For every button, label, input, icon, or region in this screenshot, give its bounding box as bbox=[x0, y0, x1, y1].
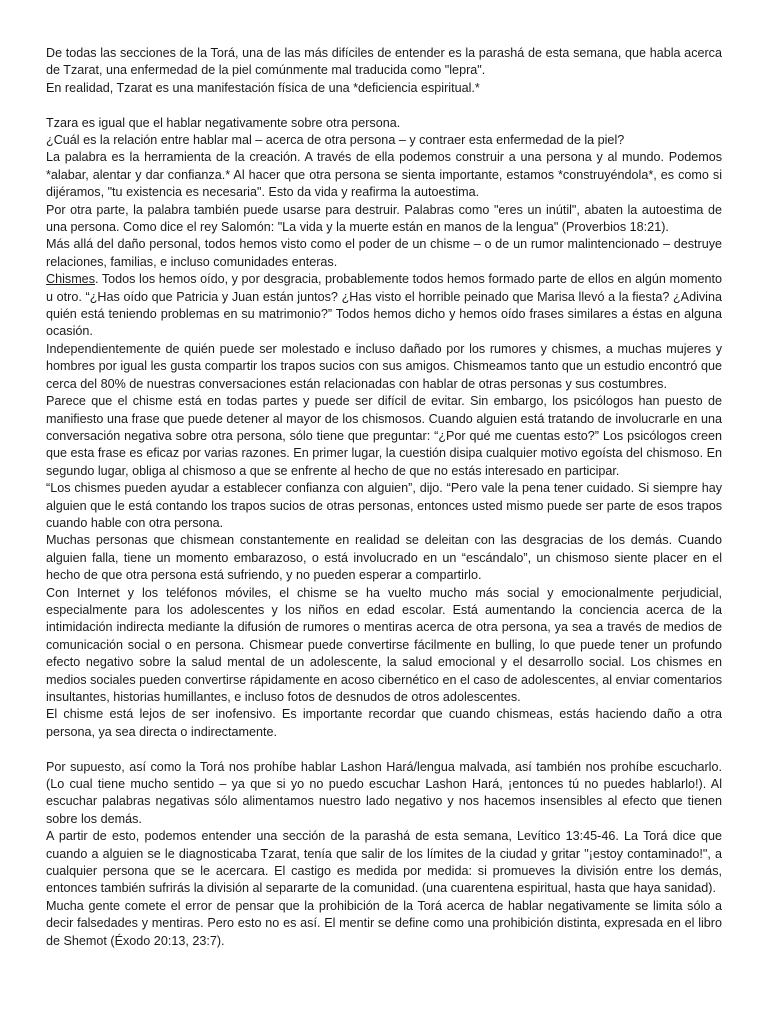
paragraph-tzara-equivalence: Tzara es igual que el hablar negativamente sobre otra persona. bbox=[46, 115, 401, 130]
paragraph-psychologists: Parece que el chisme está en todas partes y puede ser difícil de evitar. Sin embargo, los psicólogos han puesto de manifiesto una frase que puede detener al mayor de los chismosos. Cuando alguien está tratando de involucrarle en una conversación negativa sobre otra persona, sólo tiene que preguntar: “¿Por qué me cuentas esto?” Los psicólogos creen que esta frase es eficaz por varias razones. En primer lugar, la cuestión disipa cualquier motivo egoísta del chismoso. En segundo lugar, obliga al chismoso a que se enfrente al hecho de que no estás interesado en participar. bbox=[46, 394, 722, 478]
paragraph-word-creation: La palabra es la herramienta de la creación. A través de ella podemos construir a una persona y al mundo. Podemos *alabar, alentar y dar confianza.* Al hacer que otra persona se sienta importante, estamos *construyéndola*, es como si dijéramos, "tu existencia es necesaria". Esto da vida y reafirma la autoestima. bbox=[46, 150, 722, 200]
paragraph-misfortunes: Muchas personas que chismean constantemente en realidad se deleitan con las desgracias de los demás. Cuando alguien falla, tiene un momento embarazoso, o está involucrado en un “escándalo”, un chismoso siente placer en el hecho de que otra persona está sufriendo, y no pueden esperar a compartirlo. bbox=[46, 533, 722, 583]
paragraph-chismes bbox=[46, 271, 722, 341]
paragraph-trust-quote: “Los chismes pueden ayudar a establecer confianza con alguien”, dijo. “Pero vale la pena tener cuidado. Si siempre hay alguien que le está contando los trapos sucios de otras personas, entonces usted mismo puede ser parte de esos trapos cuando hable con otra persona. bbox=[46, 481, 722, 530]
paragraph-gap bbox=[46, 741, 722, 758]
paragraph-personal-damage: Más allá del daño personal, todos hemos visto como el poder de un chisme – o de un rumor malintencionado – destruye relaciones, familias, e incluso comunidades enteras. bbox=[46, 237, 722, 269]
paragraph-listening: Por supuesto, así como la Torá nos prohíbe hablar Lashon Hará/lengua malvada, así también nos prohíbe escucharlo. (Lo cual tiene mucho sentido – ya que si yo no puedo escuchar Lashon Hará, ¡entonces tú no puedes hablarlo!). Al escuchar palabras negativas sólo alimentamos nuestro lado negativo y nos hacemos insensibles al efecto que tienen sobre los demás. bbox=[46, 759, 722, 826]
paragraph-leviticus: A partir de esto, podemos entender una sección de la parashá de esta semana, Levítico 13:45-46. La Torá dice que cuando a alguien se le diagnosticaba Tzarat, tenía que salir de los límites de la ciudad y gritar "¡estoy contaminado!", a cualquier persona que se le acercara. El castigo es medida por medida: si promueves la división entre los demás, entonces también sufrirás la división al separarte de la comunidad. (una cuarentena espiritual, hasta que haya sanidad). bbox=[46, 829, 722, 896]
paragraph-word-destroy: Por otra parte, la palabra también puede usarse para destruir. Palabras como "eres un inútil", abaten la autoestima de una persona. Como dice el rey Salomón: "La vida y la muerte están en manos de la lengua" (Proverbios 18:21). bbox=[46, 202, 722, 235]
paragraph-lying: Mucha gente comete el error de pensar que la prohibición de la Torá acerca de hablar negativamente se limita sólo a decir falsedades y mentiras. Pero esto no es así. El mentir se define como una prohibición distinta, expresada en el libro de Shemot (Éxodo 20:13, 23:7). bbox=[46, 898, 722, 948]
paragraph-sharing-gossip: Independientemente de quién puede ser molestado e incluso dañado por los rumores y chismes, a muchas mujeres y hombres por igual les gusta compartir los trapos sucios con sus amigos. Chismeamos tanto que un estudio encontró que cerca del 80% de nuestras conversaciones están relacionadas con hablar de otras personas y sus costumbres. bbox=[46, 341, 722, 391]
paragraph-intro: De todas las secciones de la Torá, una de las más difíciles de entender es la parashá de esta semana, que habla acerca de Tzarat, una enfermedad de la piel comúnmente mal traducida como "lepra". bbox=[46, 46, 722, 78]
paragraph-tzarat-definition: En realidad, Tzarat es una manifestación física de una *deficiencia espiritual.* bbox=[46, 80, 480, 95]
chismes-heading: Chismes bbox=[46, 272, 95, 287]
paragraph-not-harmless: El chisme está lejos de ser inofensivo. Es importante recordar que cuando chismeas, estás haciendo daño a otra persona, ya sea directa o indirectamente. bbox=[46, 707, 722, 739]
document-body bbox=[46, 45, 722, 950]
chismes-text: . Todos los hemos oído, y por desgracia, probablemente todos hemos formado parte de ellos en algún momento u otro. “¿Has oído que Patricia y Juan están juntos? ¿Has visto el horrible peinado que Marisa llevó a la fiesta? ¿Adivina quién está teniendo problemas en su matrimonio?” Todos hemos dicho y hemos oído frases similares a éstas en alguna ocasión. bbox=[46, 272, 722, 339]
paragraph-gap bbox=[46, 97, 722, 114]
paragraph-question: ¿Cuál es la relación entre hablar mal – acerca de otra persona – y contraer esta enfermedad de la piel? bbox=[46, 133, 625, 148]
paragraph-internet: Con Internet y los teléfonos móviles, el chisme se ha vuelto mucho más social y emocionalmente perjudicial, especialmente para los adolescentes y los niños en edad escolar. Está aumentando la conciencia acerca de la intimidación indirecta mediante la difusión de rumores o mentiras acerca de otra persona, ya sea a través de medios de comunicación social o en persona. Chismear puede convertirse fácilmente en bulling, lo que puede tener un profundo efecto negativo sobre la salud mental de un adolescente, la salud emocional y el desarrollo social. Los chismes en medios sociales pueden convertirse rápidamente en acoso cibernético en el caso de adolescentes, al enviar comentarios insultantes, historias humillantes, e incluso fotos de desnudos de otros adolescentes. bbox=[46, 585, 722, 705]
